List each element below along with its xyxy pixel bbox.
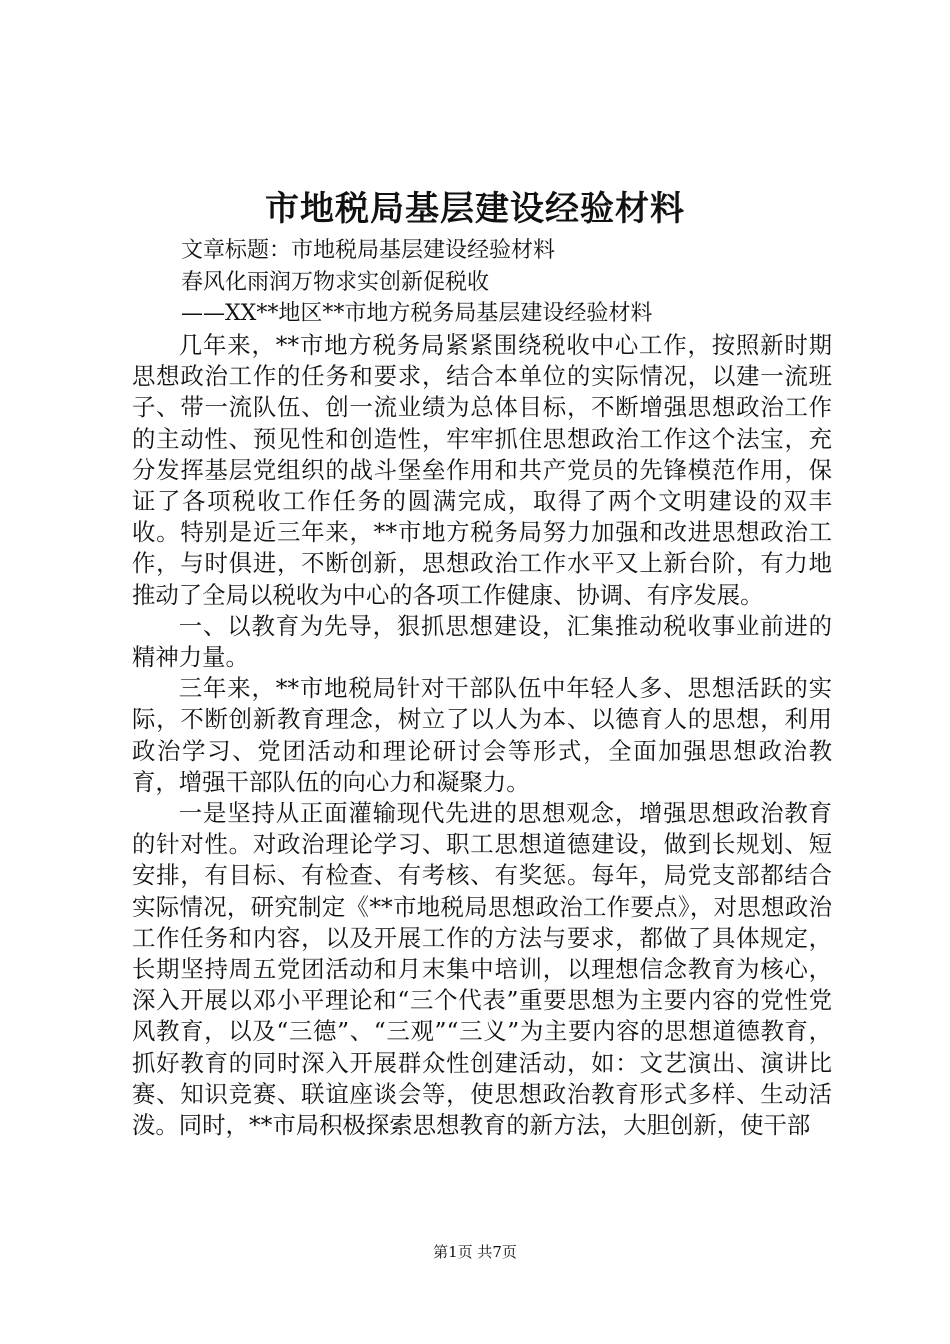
document-body [132,330,832,1141]
page-footer: 第1页 共7页 [433,1243,517,1261]
document-title: 市地税局基层建设经验材料 [265,189,685,229]
paragraph: 一是坚持从正面灌输现代先进的思想观念，增强思想政治教育的针对性。对政治理论学习、职工思想道德建设，做到长规划、短安排，有目标、有检查、有考核、有奖惩。每年，局党支部都结合实际情况，研究制定《**市地税局思想政治工作要点》，对思想政治工作任务和内容，以及开展工作的方法与要求，都做了具体规定，长期坚持周五党团活动和月末集中培训，以理想信念教育为核心，深入开展以邓小平理论和“三个代表”重要思想为主要内容的党性党风教育，以及“三德”、“三观”“三义”为主要内容的思想道德教育，抓好教育的同时深入开展群众性创建活动，如：文艺演出、演讲比赛、知识竞赛、联谊座谈会等，使思想政治教育形式多样、生动活泼。同时，**市局积极探索思想教育的新方法，大胆创新，使干部 [132,799,832,1140]
paragraph: 三年来，**市地税局针对干部队伍中年轻人多、思想活跃的实际，不断创新教育理念，树立了以人为本、以德育人的思想，利用政治学习、党团活动和理论研讨会等形式，全面加强思想政治教育，增强干部队伍的向心力和凝聚力。 [132,674,832,796]
source-line: ——XX**地区**市地方税务局基层建设经验材料 [181,301,653,326]
subtitle-line: 春风化雨润万物求实创新促税收 [181,270,490,295]
article-title-line: 文章标题：市地税局基层建设经验材料 [181,238,556,263]
section-heading: 一、以教育为先导，狠抓思想建设，汇集推动税收事业前进的精神力量。 [132,611,832,672]
paragraph: 几年来，**市地方税务局紧紧围绕税收中心工作，按照新时期思想政治工作的任务和要求，结合本单位的实际情况，以建一流班子、带一流队伍、创一流业绩为总体目标，不断增强思想政治工作的主动性、预见性和创造性，牢牢抓住思想政治工作这个法宝，充分发挥基层党组织的战斗堡垒作用和共产党员的先锋模范作用，保证了各项税收工作任务的圆满完成，取得了两个文明建设的双丰收。特别是近三年来，**市地方税务局努力加强和改进思想政治工作，与时俱进，不断创新，思想政治工作水平又上新台阶，有力地推动了全局以税收为中心的各项工作健康、协调、有序发展。 [132,331,832,609]
